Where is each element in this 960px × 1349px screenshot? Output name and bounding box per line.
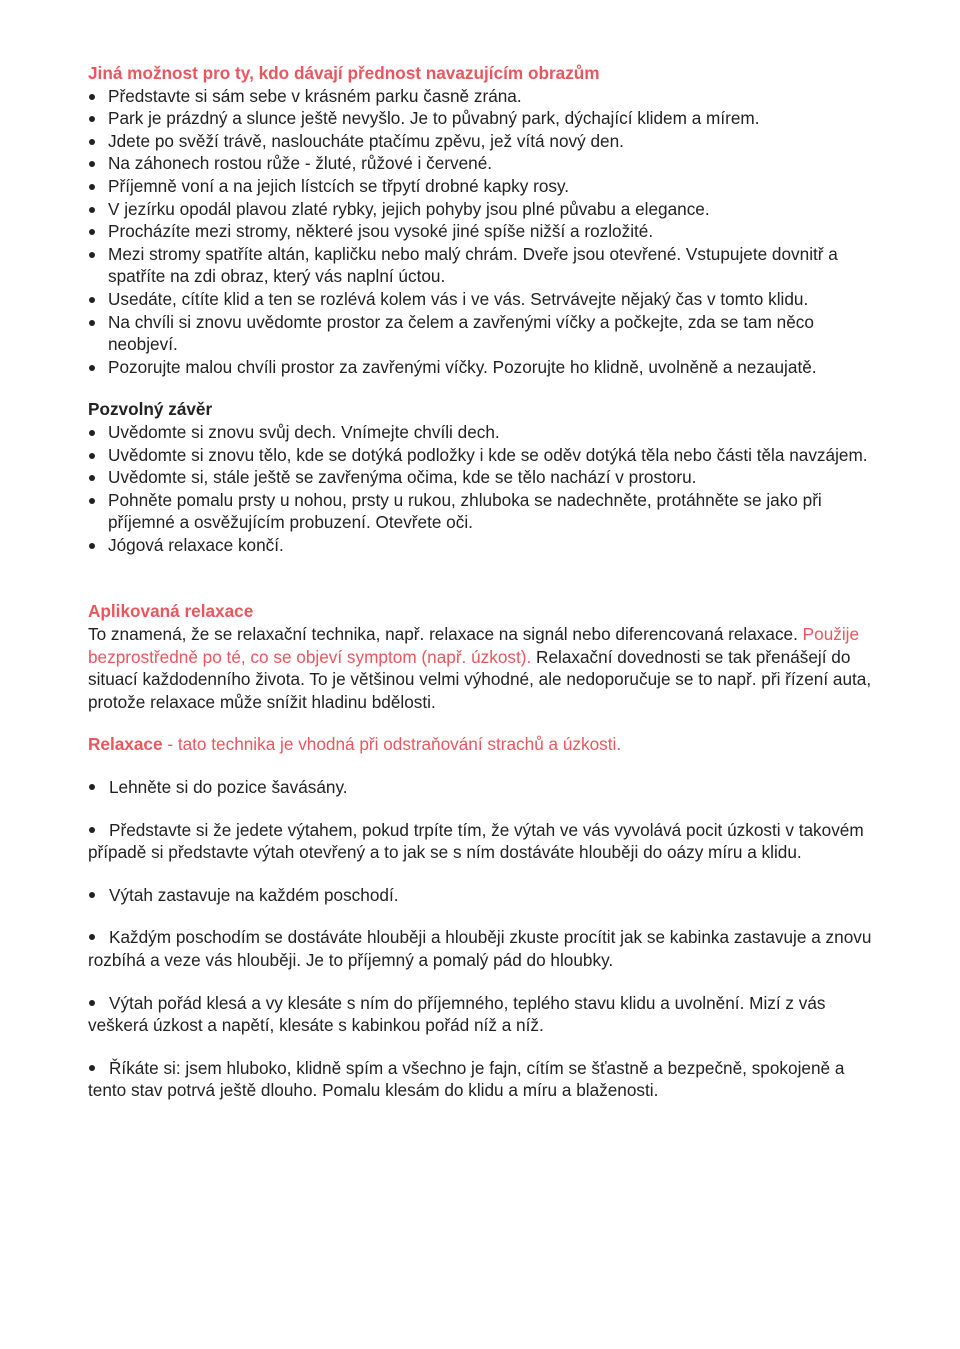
paragraph-text: Relaxační dovednosti se tak přenášejí do situací každodenního života. To je většinou velmi výhodné, ale nedoporučuje se to např. při řízení auta, protože relaxace může snížit hladinu bdělosti. [88,646,872,712]
list-item: Pohněte pomalu prsty u nohou, prsty u rukou, zhluboka se nadechněte, protáhněte se jako při příjemné a osvěžujícím probuzení. Otevřete oči. [88,489,878,534]
list-item: Příjemně voní a na jejich lístcích se třpytí drobné kapky rosy. [88,175,878,198]
list-item: Říkáte si: jsem hluboko, klidně spím a všechno je fajn, cítím se šťastně a bezpečně, spokojeně a tento stav potrvá ještě dlouho. Pomalu klesám do klidu a míru a blaženosti. [88,1057,845,1101]
list-item: Představte si že jedete výtahem, pokud trpíte tím, že výtah ve vás vyvolává pocit úzkosti v takovém případě si představte výtah otevřený a to jak se s ním dostáváte hlouběji do oázy míru a klidu. [88,819,864,863]
spacer [88,756,878,776]
list-item: Pozorujte malou chvíli prostor za zavřenými víčky. Pozorujte ho klidně, uvolněně a nezaujatě. [88,356,878,379]
heading-bold: Relaxace [88,734,163,755]
spacer [88,906,878,926]
list-item: Jdete po svěží trávě, nasloucháte ptačímu zpěvu, jež vítá nový den. [88,130,878,153]
section-heading-applied-relaxation: Aplikovaná relaxace [88,601,254,622]
spacer [88,864,878,884]
list-item: Uvědomte si, stále ještě se zavřenýma očima, kde se tělo nachází v prostoru. [88,466,878,489]
list-item: Usedáte, cítíte klid a ten se rozlévá kolem vás i ve vás. Setrvávejte nějaký čas v tomto klidu. [88,288,878,311]
list-item: Lehněte si do pozice šavásány. [88,776,878,799]
conclusion-list [88,421,878,557]
spacer [88,378,878,398]
paragraph-text: To znamená, že se relaxační technika, např. relaxace na signál nebo diferencovaná relaxace. [88,624,803,645]
applied-relaxation-paragraph [88,623,878,713]
list-item: Na chvíli si znovu uvědomte prostor za čelem a zavřenými víčky a počkejte, zda se tam něco neobjeví. [88,311,878,356]
bullet-icon [89,1000,95,1006]
bullet-icon [89,1065,95,1071]
spacer [88,556,878,600]
list-item: Uvědomte si znovu svůj dech. Vnímejte chvíli dech. [88,421,878,444]
heading-rest: - tato technika je vhodná při odstraňování strachů a úzkosti. [162,734,622,755]
imagery-list [88,85,878,379]
list-item: V jezírku opodál plavou zlaté rybky, jejich pohyby jsou plné půvabu a elegance. [88,198,878,221]
spacer [88,713,878,733]
spacer [88,1037,878,1057]
bullet-icon [89,784,95,790]
section-heading-relaxation [88,733,878,756]
spacer [88,799,878,819]
list-item: Představte si sám sebe v krásném parku časně zrána. [88,85,878,108]
bullet-icon [89,892,95,898]
section-heading-imagery: Jiná možnost pro ty, kdo dávají přednost navazujícím obrazům [88,63,600,83]
list-item: Procházíte mezi stromy, některé jsou vysoké jiné spíše nižší a rozložité. [88,220,878,243]
list-item: Výtah zastavuje na každém poschodí. [88,884,878,907]
paragraph-highlight: Použije bezprostředně po té, co se objeví symptom (např. úzkost). [88,624,860,667]
list-item: Park je prázdný a slunce ještě nevyšlo. Je to půvabný park, dýchající klidem a mírem. [88,107,878,130]
list-item: Jógová relaxace končí. [88,534,878,557]
bullet-icon [89,934,95,940]
list-item: Každým poschodím se dostáváte hlouběji a hlouběji zkuste procítit jak se kabinka zastavuje a znovu rozbíhá a veze vás hlouběji. Je to příjemný a pomalý pád do hloubky. [88,927,872,970]
document-content [88,62,878,1102]
section-heading-conclusion: Pozvolný závěr [88,399,213,420]
list-item: Mezi stromy spatříte altán, kapličku nebo malý chrám. Dveře jsou otevřené. Vstupujete dovnitř a spatříte na zdi obraz, který vás naplní úctou. [88,243,878,288]
bullet-icon [89,827,95,833]
list-item: Uvědomte si znovu tělo, kde se dotýká podložky i kde se oděv dotýká těla nebo části těla navzájem. [88,444,878,467]
list-item: Na záhonech rostou růže - žluté, růžové i červené. [88,152,878,175]
spacer [88,972,878,992]
list-item: Výtah pořád klesá a vy klesáte s ním do příjemného, teplého stavu klidu a uvolnění. Mizí z vás veškerá úzkost a napětí, klesáte s kabinkou pořád níž a níž. [88,992,826,1036]
